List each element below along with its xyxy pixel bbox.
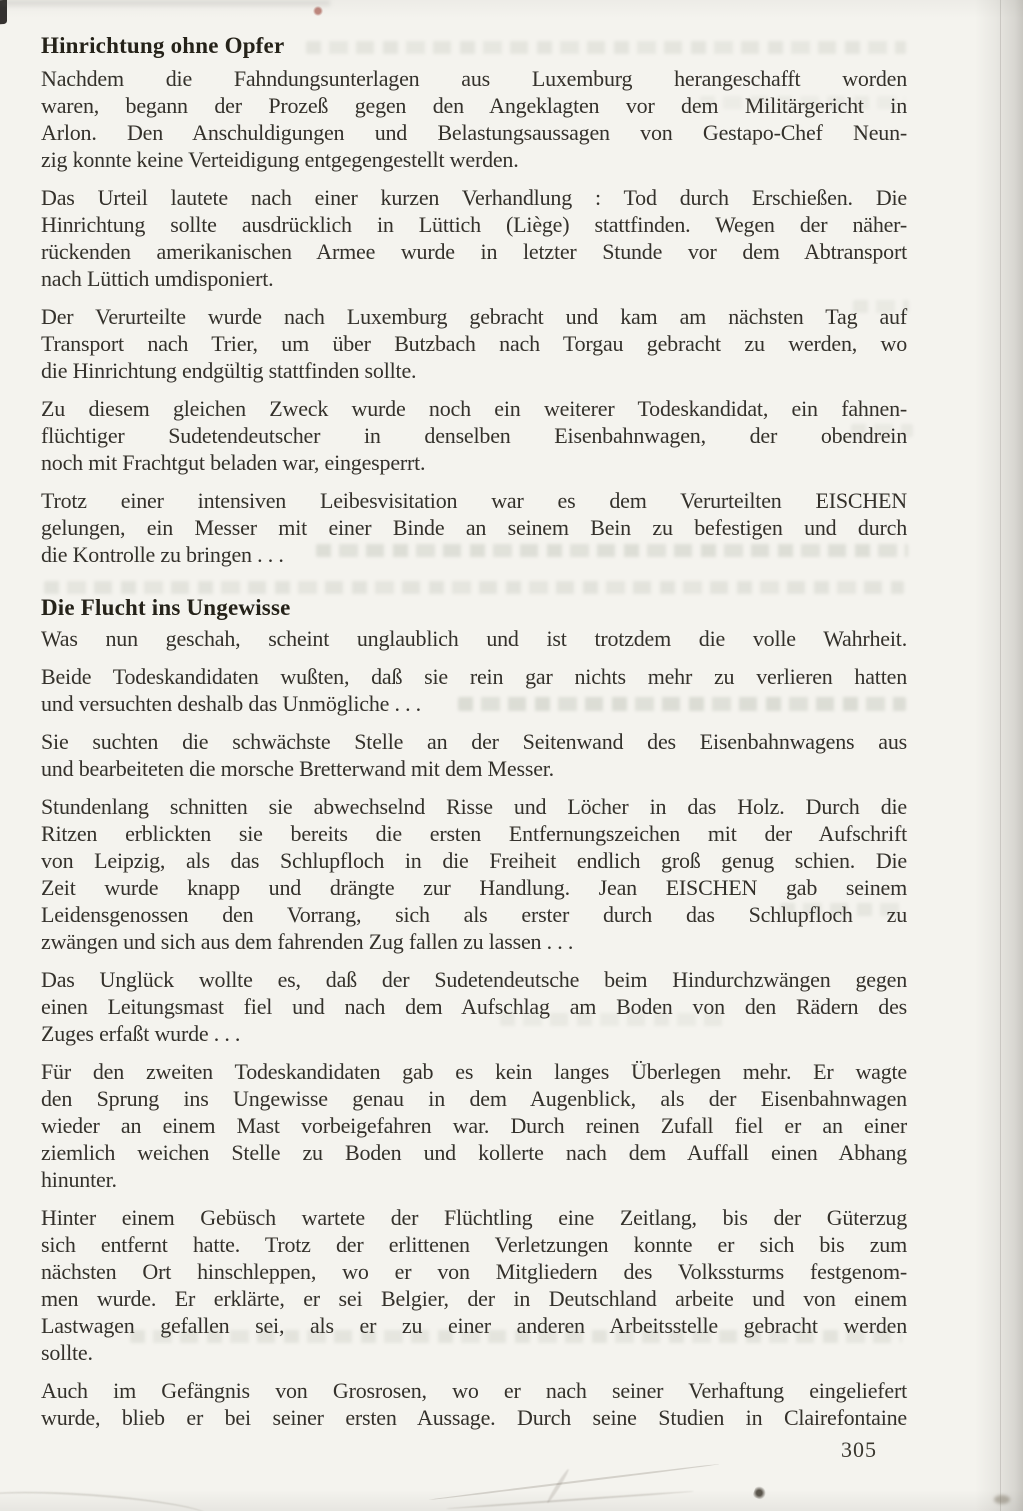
section-heading: Die Flucht ins Ungewisse (41, 595, 291, 620)
paragraph (41, 966, 907, 1047)
ink-speck (994, 1495, 1010, 1504)
text-line: Zeit wurde knapp und drängte zur Handlung. Jean EISCHEN gab seinem (41, 875, 907, 900)
text-line: Sie suchten die schwächste Stelle an der Seitenwand des Eisenbahnwagens aus (41, 729, 907, 754)
text-line: Auch im Gefängnis von Grosrosen, wo er nach seiner Verhaftung eingeliefert (41, 1378, 907, 1403)
paragraph (41, 487, 907, 568)
text-line: Trotz einer intensiven Leibesvisitation war es dem Verurteilten EISCHEN (41, 488, 907, 513)
paragraph (41, 663, 907, 717)
paragraph (41, 625, 907, 652)
text-line: Ritzen erblickten sie bereits die ersten Entfernungszeichen mit der Aufschrift (41, 821, 907, 846)
text-line: rückenden amerikanischen Armee wurde in letzter Stunde vor dem Abtransport (41, 239, 907, 264)
text-line: gelungen, ein Messer mit einer Binde an seinem Bein zu befestigen und durch (41, 515, 907, 540)
text-line: men wurde. Er erklärte, er sei Belgier, der in Deutschland arbeite und von einem (41, 1286, 907, 1311)
paragraph (41, 728, 907, 782)
pencil-mark (429, 1463, 719, 1501)
text-line: Arlon. Den Anschuldigungen und Belastungsaussagen von Gestapo-Chef Neun- (41, 120, 907, 145)
paragraph (41, 395, 907, 476)
red-ink-speck (313, 6, 323, 16)
paragraph (41, 65, 907, 173)
text-line: Was nun geschah, scheint unglaublich und ist trotzdem die volle Wahrheit. (41, 626, 907, 651)
text-line: den Sprung ins Ungewisse genau in dem Augenblick, als der Eisenbahnwagen (41, 1086, 907, 1111)
paragraph (41, 1058, 907, 1193)
text-line: hinunter. (41, 1167, 117, 1192)
text-line: Hinter einem Gebüsch wartete der Flüchtling eine Zeitlang, bis der Güterzug (41, 1205, 907, 1230)
text-line: wieder an einem Mast vorbeigefahren war. Durch reinen Zufall fiel er an einer (41, 1113, 907, 1138)
text-line: ziemlich weichen Stelle zu Boden und kollerte nach dem Auffall einen Abhang (41, 1140, 907, 1165)
text-line: die Hinrichtung endgültig stattfinden sollte. (41, 358, 417, 383)
section-heading: Hinrichtung ohne Opfer (41, 33, 285, 58)
text-line: Lastwagen gefallen sei, als er zu einer anderen Arbeitsstelle gebracht werden (41, 1313, 907, 1338)
text-line: zig konnte keine Verteidigung entgegengestellt werden. (41, 147, 519, 172)
text-line: Zu diesem gleichen Zweck wurde noch ein weiterer Todeskandidat, ein fahnen- (41, 396, 907, 421)
text-line: Leidensgenossen den Vorrang, sich als erster durch das Schlupfloch zu (41, 902, 907, 927)
text-line: noch mit Frachtgut beladen war, eingesperrt. (41, 450, 426, 475)
text-line: sollte. (41, 1340, 93, 1365)
text-column (41, 33, 907, 1442)
paragraph (41, 1204, 907, 1366)
text-line: sich entfernt hatte. Trotz der erlittenen Verletzungen konnte er sich bis zum (41, 1232, 907, 1257)
text-line: flüchtiger Sudetendeutscher in denselben Eisenbahnwagen, der obendrein (41, 423, 907, 448)
text-line: die Kontrolle zu bringen . . . (41, 542, 284, 567)
scan-edge-smudge (0, 0, 330, 6)
page-edge-line (1000, 0, 1001, 1511)
page-number: 305 (841, 1437, 877, 1462)
text-line: Transport nach Trier, um über Butzbach nach Torgau gebracht zu werden, wo (41, 331, 907, 356)
paragraph (41, 303, 907, 384)
text-line: und versuchten deshalb das Unmögliche . . . (41, 691, 421, 716)
ink-speck (752, 1484, 768, 1500)
text-line: Das Urteil lautete nach einer kurzen Verhandlung : Tod durch Erschießen. Die (41, 185, 907, 210)
text-line: Nachdem die Fahndungsunterlagen aus Luxemburg herangeschafft worden (41, 66, 907, 91)
text-line: Für den zweiten Todeskandidaten gab es kein langes Überlegen mehr. Er wagte (41, 1059, 907, 1084)
text-line: nach Lüttich umdisponiert. (41, 266, 274, 291)
pencil-mark (0, 1486, 211, 1511)
text-line: Das Unglück wollte es, daß der Sudetendeutsche beim Hindurchzwängen gegen (41, 967, 907, 992)
text-line: Beide Todeskandidaten wußten, daß sie rein gar nichts mehr zu verlieren hatten (41, 664, 907, 689)
text-line: von Leipzig, als das Schlupfloch in die Freiheit endlich groß genug schien. Die (41, 848, 907, 873)
text-line: wurde, blieb er bei seiner ersten Aussage. Durch seine Studien in Clairefontaine (41, 1405, 907, 1430)
text-line: und bearbeiteten die morsche Bretterwand mit dem Messer. (41, 756, 554, 781)
paragraph (41, 1377, 907, 1431)
text-line: Der Verurteilte wurde nach Luxemburg gebracht und kam am nächsten Tag auf (41, 304, 907, 329)
paragraph (41, 184, 907, 292)
text-line: Zuges erfaßt wurde . . . (41, 1021, 241, 1046)
text-line: Stundenlang schnitten sie abwechselnd Risse und Löcher in das Holz. Durch die (41, 794, 907, 819)
paragraph (41, 793, 907, 955)
text-line: nächsten Ort hinschleppen, wo er von Mitgliedern des Volkssturms festgenom- (41, 1259, 907, 1284)
text-line: waren, begann der Prozeß gegen den Angeklagten vor dem Militärgericht in (41, 93, 907, 118)
text-line: Hinrichtung sollte ausdrücklich in Lüttich (Liège) stattfinden. Wegen der näher- (41, 212, 907, 237)
text-line: einen Leitungsmast fiel und nach dem Aufschlag am Boden von den Rädern des (41, 994, 907, 1019)
text-line: zwängen und sich aus dem fahrenden Zug fallen zu lassen . . . (41, 929, 574, 954)
